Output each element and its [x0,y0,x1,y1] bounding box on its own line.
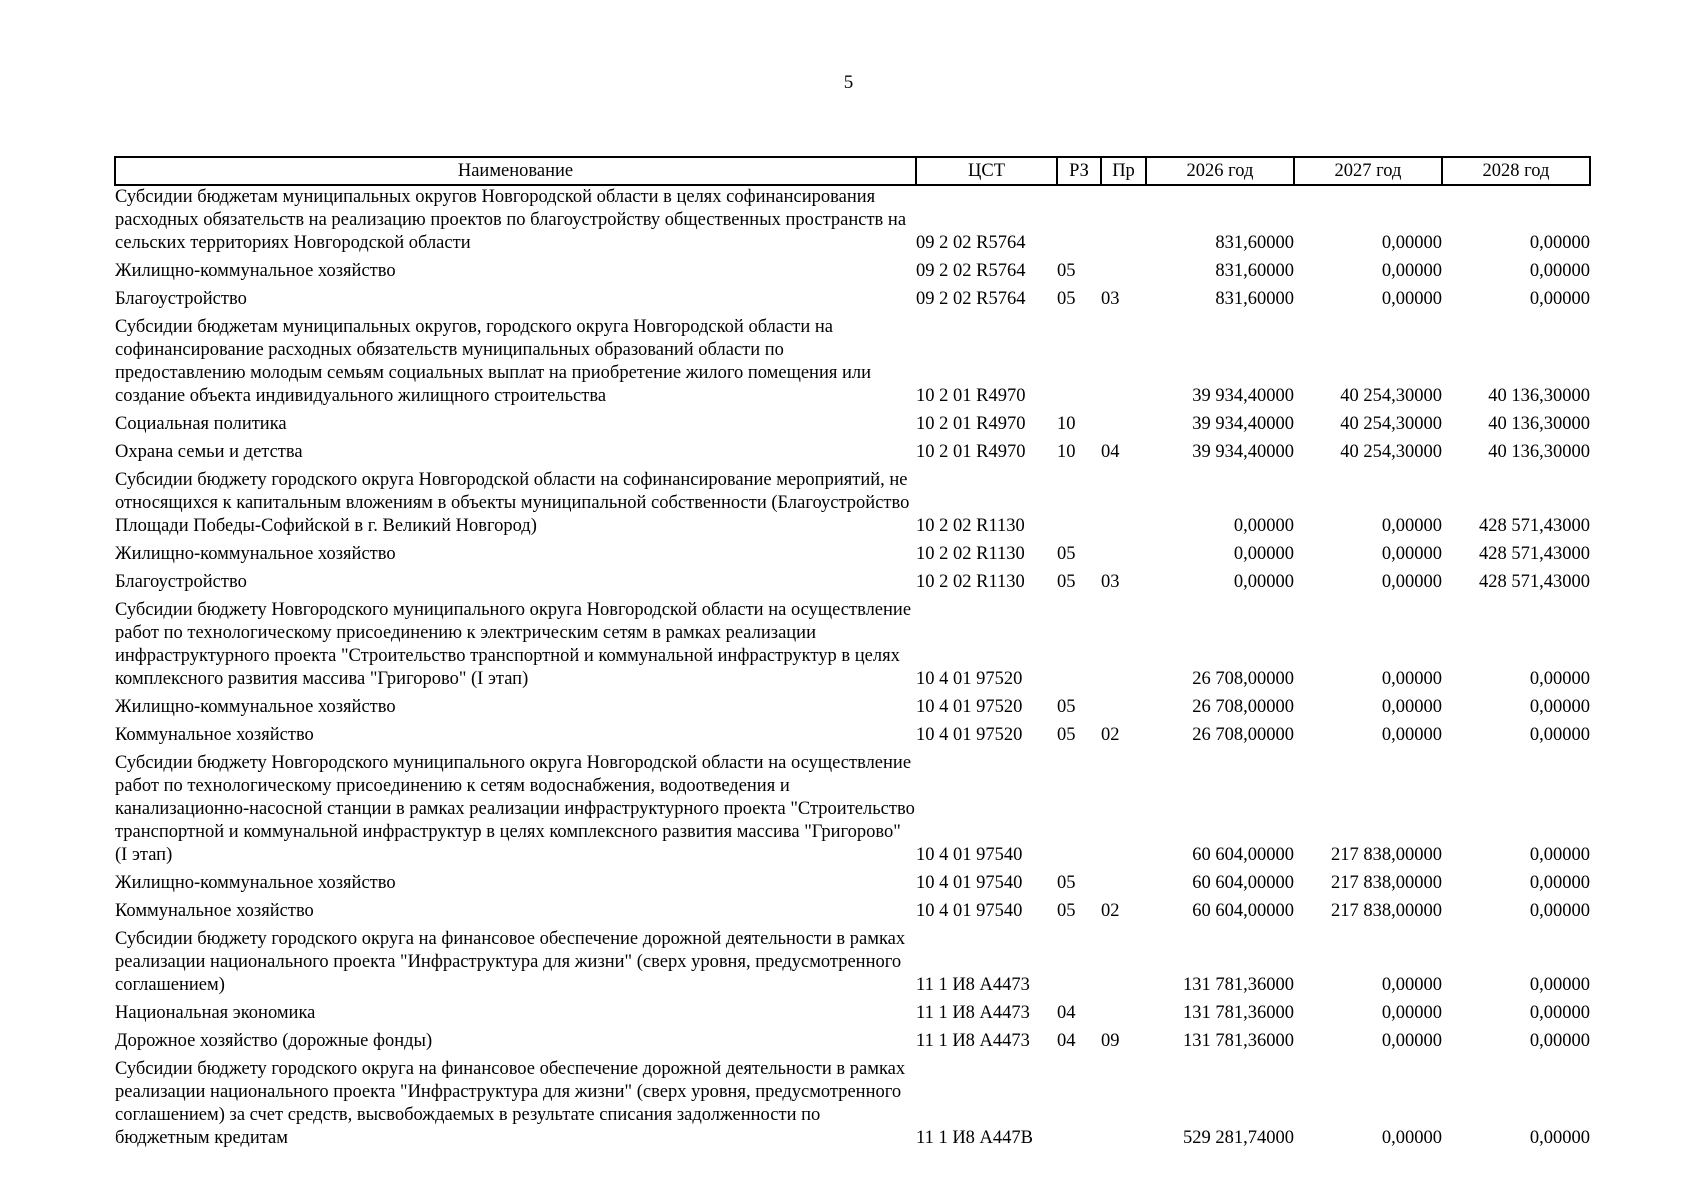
table-row [115,752,1590,872]
page-number: 5 [843,72,854,93]
row-rz: 05 [1057,289,1076,309]
row-cst: 10 4 01 97520 [916,669,1023,689]
row-2027: 0,00000 [1381,1128,1442,1148]
row-name: Коммунальное хозяйство [115,725,314,745]
row-2027: 0,00000 [1381,572,1442,592]
row-2028: 0,00000 [1529,845,1590,865]
row-cst: 10 2 02 R1130 [916,572,1025,592]
row-2026: 26 708,00000 [1192,725,1294,745]
row-2028: 0,00000 [1529,233,1590,253]
row-rz [1057,599,1101,696]
row-rz [1057,752,1101,872]
row-2027: 0,00000 [1381,289,1442,309]
row-cst: 10 4 01 97540 [916,845,1023,865]
row-2028: 0,00000 [1529,261,1590,281]
row-2026: 831,60000 [1215,261,1294,281]
table-row [115,316,1590,413]
row-name: Охрана семьи и детства [115,442,303,462]
row-pr [1101,1002,1146,1030]
row-pr [1101,260,1146,288]
row-cst: 11 1 И8 А4473 [916,975,1030,995]
row-cst: 10 4 01 97540 [916,901,1023,921]
row-cst: 11 1 И8 А4473 [916,1003,1030,1023]
row-pr [1101,543,1146,571]
row-2026: 26 708,00000 [1192,669,1294,689]
table-row [115,571,1590,599]
table-row [115,724,1590,752]
row-name: Благоустройство [115,289,247,309]
row-2028: 0,00000 [1529,289,1590,309]
row-2028: 0,00000 [1529,725,1590,745]
row-rz: 05 [1057,873,1076,893]
table-row [115,413,1590,441]
row-2027: 0,00000 [1381,544,1442,564]
row-2026: 831,60000 [1215,289,1294,309]
row-name: Субсидии бюджету городского округа Новгородской области на софинансирование мероприятий, не относящихся к капитальным вложениям в объекты муниципальной собственности (Благоустройство Площади Победы-Софийской в г. Великий Новгород) [115,470,910,536]
row-2028: 0,00000 [1529,901,1590,921]
row-cst: 09 2 02 R5764 [916,233,1026,253]
row-2026: 39 934,40000 [1192,386,1294,406]
row-2027: 0,00000 [1381,697,1442,717]
row-2026: 60 604,00000 [1192,901,1294,921]
table-row [115,872,1590,900]
row-pr: 03 [1101,289,1120,309]
row-2027: 217 838,00000 [1331,901,1442,921]
row-pr: 02 [1101,725,1120,745]
row-cst: 09 2 02 R5764 [916,261,1026,281]
row-cst: 10 4 01 97520 [916,725,1023,745]
row-cst: 10 2 01 R4970 [916,442,1026,462]
table-row [115,1030,1590,1058]
row-2026: 60 604,00000 [1192,845,1294,865]
row-name: Социальная политика [115,414,287,434]
row-2028: 40 136,30000 [1488,386,1590,406]
row-2028: 40 136,30000 [1488,414,1590,434]
row-2027: 0,00000 [1381,975,1442,995]
row-2026: 0,00000 [1233,572,1294,592]
row-name: Коммунальное хозяйство [115,901,314,921]
row-2027: 40 254,30000 [1340,386,1442,406]
table-header-row [115,157,1590,185]
row-pr: 02 [1101,901,1120,921]
header-cst: ЦСТ [916,157,1057,185]
row-rz [1057,316,1101,413]
row-pr [1101,185,1146,260]
header-rz: РЗ [1057,157,1101,185]
table-row [115,260,1590,288]
row-2027: 0,00000 [1381,516,1442,536]
row-2027: 217 838,00000 [1331,845,1442,865]
row-2026: 0,00000 [1233,544,1294,564]
row-name: Дорожное хозяйство (дорожные фонды) [115,1031,433,1051]
row-rz: 10 [1057,442,1076,462]
row-rz: 05 [1057,261,1076,281]
row-rz: 04 [1057,1031,1076,1051]
row-pr [1101,696,1146,724]
row-2028: 428 571,43000 [1479,516,1590,536]
row-cst: 10 4 01 97540 [916,873,1023,893]
row-rz: 10 [1057,414,1076,434]
row-2027: 0,00000 [1381,1003,1442,1023]
row-rz [1057,185,1101,260]
row-2028: 40 136,30000 [1488,442,1590,462]
row-2026: 831,60000 [1215,233,1294,253]
table-row [115,469,1590,543]
row-cst: 11 1 И8 А4473 [916,1031,1030,1051]
row-rz: 05 [1057,572,1076,592]
header-2026: 2026 год [1146,157,1294,185]
row-cst: 10 2 01 R4970 [916,386,1026,406]
row-2028: 0,00000 [1529,873,1590,893]
row-2027: 40 254,30000 [1340,414,1442,434]
budget-table [114,156,1591,1155]
row-pr [1101,413,1146,441]
row-pr: 09 [1101,1031,1120,1051]
table-row [115,696,1590,724]
row-pr: 04 [1101,442,1120,462]
table-row [115,543,1590,571]
row-2027: 0,00000 [1381,725,1442,745]
row-pr [1101,928,1146,1002]
row-2026: 39 934,40000 [1192,442,1294,462]
row-name: Субсидии бюджету городского округа на финансовое обеспечение дорожной деятельности в рамках реализации национального проекта "Инфраструктура для жизни" (сверх уровня, предусмотренного соглашением) за счет средств, высвобождаемых в результате списания задолженности по бюджетным кредитам [115,1059,906,1148]
table-row [115,599,1590,696]
row-name: Благоустройство [115,572,247,592]
table-row [115,288,1590,316]
row-2028: 0,00000 [1529,1003,1590,1023]
row-name: Субсидии бюджету Новгородского муниципального округа Новгородской области на осуществление работ по технологическому присоединению к сетям водоснабжения, водоотведения и канализационно-насосной станции в рамках реализации инфраструктурного проекта "Строительство транспортной и коммунальной инфраструктур в целях комплексного развития массива "Григорово" (I этап) [115,753,915,865]
table-row [115,1002,1590,1030]
row-2026: 131 781,36000 [1183,1031,1294,1051]
row-2027: 40 254,30000 [1340,442,1442,462]
row-2028: 0,00000 [1529,669,1590,689]
table-row [115,441,1590,469]
row-name: Жилищно-коммунальное хозяйство [115,261,396,281]
table-row [115,900,1590,928]
row-cst: 10 2 02 R1130 [916,544,1025,564]
row-pr: 03 [1101,572,1120,592]
row-cst: 10 2 01 R4970 [916,414,1026,434]
row-name: Субсидии бюджету Новгородского муниципального округа Новгородской области на осуществление работ по технологическому присоединению к электрическим сетям в рамках реализации инфраструктурного проекта "Строительство транспортной и коммунальной инфраструктур в целях комплексного развития массива "Григорово" (I этап) [115,600,912,689]
header-name: Наименование [115,157,916,185]
row-2027: 0,00000 [1381,669,1442,689]
row-name: Национальная экономика [115,1003,316,1023]
row-rz: 05 [1057,697,1076,717]
row-pr [1101,599,1146,696]
row-2026: 529 281,74000 [1183,1128,1294,1148]
row-2026: 39 934,40000 [1192,414,1294,434]
row-rz: 04 [1057,1003,1076,1023]
row-2028: 0,00000 [1529,975,1590,995]
row-cst: 10 4 01 97520 [916,697,1023,717]
row-2028: 0,00000 [1529,1031,1590,1051]
row-2027: 0,00000 [1381,233,1442,253]
row-2026: 60 604,00000 [1192,873,1294,893]
row-2026: 0,00000 [1233,516,1294,536]
row-name: Жилищно-коммунальное хозяйство [115,544,396,564]
row-rz [1057,1058,1101,1155]
row-2027: 0,00000 [1381,261,1442,281]
row-name: Субсидии бюджету городского округа на финансовое обеспечение дорожной деятельности в рамках реализации национального проекта "Инфраструктура для жизни" (сверх уровня, предусмотренного соглашением) [115,929,906,995]
header-2027: 2027 год [1294,157,1442,185]
row-pr [1101,872,1146,900]
row-cst: 10 2 02 R1130 [916,516,1025,536]
table-row [115,185,1590,260]
row-rz: 05 [1057,901,1076,921]
row-2028: 428 571,43000 [1479,544,1590,564]
header-pr: Пр [1101,157,1146,185]
row-rz [1057,469,1101,543]
row-rz: 05 [1057,544,1076,564]
row-2026: 131 781,36000 [1183,975,1294,995]
header-2028: 2028 год [1442,157,1590,185]
row-pr [1101,469,1146,543]
row-cst: 11 1 И8 А447В [916,1128,1033,1148]
row-2027: 217 838,00000 [1331,873,1442,893]
row-pr [1101,316,1146,413]
row-cst: 09 2 02 R5764 [916,289,1026,309]
row-2028: 0,00000 [1529,1128,1590,1148]
row-2026: 131 781,36000 [1183,1003,1294,1023]
row-2028: 428 571,43000 [1479,572,1590,592]
row-name: Субсидии бюджетам муниципальных округов, городского округа Новгородской области на софинансирование расходных обязательств муниципальных образований области по предоставлению молодым семьям социальных выплат на приобретение жилого помещения или создание объекта индивидуального жилищного строительства [115,317,872,406]
row-2026: 26 708,00000 [1192,697,1294,717]
row-pr [1101,1058,1146,1155]
row-2028: 0,00000 [1529,697,1590,717]
row-name: Жилищно-коммунальное хозяйство [115,697,396,717]
row-name: Жилищно-коммунальное хозяйство [115,873,396,893]
row-rz [1057,928,1101,1002]
table-row [115,1058,1590,1155]
row-2027: 0,00000 [1381,1031,1442,1051]
table-row [115,928,1590,1002]
row-rz: 05 [1057,725,1076,745]
row-name: Субсидии бюджетам муниципальных округов Новгородской области в целях софинансирования расходных обязательств на реализацию проектов по благоустройству общественных пространств на сельских территориях Новгородской области [115,187,907,253]
row-pr [1101,752,1146,872]
